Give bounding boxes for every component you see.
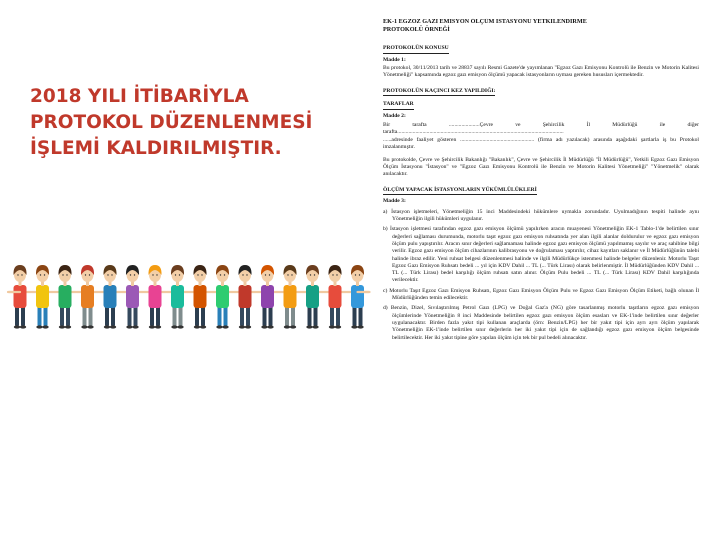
article-2-label: Madde 2: bbox=[383, 113, 406, 120]
section-heading-obligations: ÖLÇÜM YAPACAK İSTASYONLARIN YÜKÜMLÜLÜKLERİ bbox=[383, 187, 537, 196]
person-figure bbox=[99, 265, 121, 329]
person-figure bbox=[32, 265, 54, 329]
section-heading-repeat: PROTOKOLÜN KAÇINCI KEZ YAPILDIĞI: bbox=[383, 88, 495, 97]
person-figure bbox=[144, 265, 166, 329]
headline bbox=[30, 84, 350, 162]
obligation-item-a: a) İstasyon işletmeleri, Yönetmeliğin 15 inci Maddesindeki hükümlere uymakla zorundadır. Uyulmadığının tespiti halinde aynı Yönetmeliğin ilgili hükümleri uygulanır. bbox=[383, 208, 699, 223]
person-figure bbox=[54, 265, 76, 329]
section-heading-subject: PROTOKOLÜN KONUSU bbox=[383, 45, 449, 54]
document-subtitle: PROTOKOLÜ ÖRNEĞİ bbox=[383, 26, 450, 33]
article-2-text-2: ......adresinde faaliyet gösteren ..................................................... (firma adı yazılacak) arasında aşağıdaki şartlarla iş bu Protokol imzalanmıştır. bbox=[383, 137, 699, 151]
document-title: EK-1 EGZOZ GAZI EMISYON ÖLÇÜM ISTASYONU YETKILENDIRME bbox=[383, 18, 587, 25]
person-figure bbox=[324, 265, 346, 329]
article-1-text: Bu protokol, 30/11/2013 tarih ve 28837 sayılı Resmi Gazete'de yayımlanan "Egzoz Gazı Emisyonu Kontrolü ile Benzin ve Motorin Kalitesi Yönetmeliği" kapsamında egzoz gazı emisyon ölçümü yapacak istasyonların uyması gereken hususları içermektedir. bbox=[383, 65, 699, 79]
headline-line-3: İŞLEMİ KALDIRILMIŞTIR. bbox=[30, 138, 282, 159]
obligation-item-d: d) Benzin, Dizel, Sıvılaştırılmış Petrol Gazı (LPG) ve Doğal Gaz'a (NG) göre tasarlanmış motorlu taşıtların egzoz gazı emisyon ölçümlerinde Yönetmeliğin 8 inci Maddesinde belirtilen egzoz gazı emisyon ölçüm esasları ve EK-1'inde belirtilen sınır değerler uygulanacaktır. Birden fazla yakıt tipi kullanan araçlarda (örn: Benzin/LPG) her bir yakıt tipi için ayrı ayrı ölçüm yapılarak Yönetmeliğin EK-1'inde belirtilen sınır değerlerin her iki yakıt tipi için de sağlandığı egzoz gazı emisyon ölçüm belgesinde belirtilecektir. Her iki yakıt tipine göre yapılan ölçüm için tek bir pul bedeli alınacaktır. bbox=[383, 305, 699, 341]
people-holding-hands-illustration bbox=[6, 262, 378, 332]
person-figure bbox=[167, 265, 189, 329]
person-figure bbox=[347, 265, 369, 329]
person-figure bbox=[189, 265, 211, 329]
article-1-label: Madde 1: bbox=[383, 56, 406, 63]
article-2-text-1: Bir tarafta ......................Çevre ve Şehircilik İl Müdürlüğü ile diğer tarafta....................................................................................................................... bbox=[383, 121, 699, 135]
person-figure bbox=[279, 265, 301, 329]
headline-line-1: 2018 YILI İTİBARİYLA bbox=[30, 86, 249, 107]
person-figure bbox=[257, 265, 279, 329]
person-figure bbox=[77, 265, 99, 329]
section-heading-parties: TARAFLAR bbox=[383, 101, 414, 110]
person-figure bbox=[122, 265, 144, 329]
person-figure bbox=[234, 265, 256, 329]
article-2-text-3: Bu protokolde, Çevre ve Şehircilik Bakanlığı "Bakanlık", Çevre ve Şehircilik İl Müdürlüğü "İl Müdürlüğü", Yetkili Egzoz Gazı Emisyon Ölçüm İstasyonu "İstasyon" ve "Egzoz Gazı Emisyonu Kontrolü ile Benzin ve Motorin Kalitesi Yönetmeliği" "Yönetmelik" olarak anılacaktır. bbox=[383, 156, 699, 178]
obligation-item-b: b) İstasyon işletmesi tarafından egzoz gazı emisyon ölçümü yapılırken aracın muayenesi Yönetmeliğin EK-1 Tablo-1'de belirtilen sınır değerleri sağlaması durumunda, motorlu taşıt egzoz gazı emisyon ruhsatında yer alan ilgili alanlar doldurulur ve egzoz gazı emisyon ölçüm pulu yapıştırılır. Aracın sınır değerleri sağlamaması halinde egzoz gazı emisyon ölçümü yapılmamış sayılır ve araç sahibine bilgi verilir. Egzoz gazı emisyon ölçüm cihazlarının kalibrasyonu ve doğrulaması yaptırılır, cihaz kayıtları saklanır ve İl Müdürlüğünün talebi halinde ibraz edilir. Yeni ruhsat belgesi düzenlenmesi halinde ve ilgili Müdürlükçe istenmesi halinde belgeler düzenlenir. Motorlu Taşıt Egzoz Gazı Emisyon Ruhsatı bedeli ... yıl için KDV Dahil ... TL (... Türk Lirası) olarak belirlenmiştir. İl Müdürlüğünden KDV Dahil ... TL (... Türk Lirası) bedel karşılığı ölçüm ruhsatı satın alınır. Ölçüm Pulu bedeli ... TL (... Türk Lirası) KDV Dahil karşılığında verilecektir. bbox=[383, 226, 699, 284]
person-figure bbox=[9, 265, 31, 329]
headline-line-2: PROTOKOL DÜZENLENMESİ bbox=[30, 112, 313, 133]
person-figure bbox=[302, 265, 324, 329]
protocol-document bbox=[383, 18, 699, 528]
article-3-label: Madde 3: bbox=[383, 198, 406, 205]
person-figure bbox=[212, 265, 234, 329]
obligation-item-c: c) Motorlu Taşıt Egzoz Gazı Emisyon Ruhsatı, Egzoz Gazı Emisyon Ölçüm Pulu ve Egzoz Gazı Emisyon Ölçüm Etiketi, bağlı olunan İl Müdürlüğünden temin edilecektir. bbox=[383, 287, 699, 302]
